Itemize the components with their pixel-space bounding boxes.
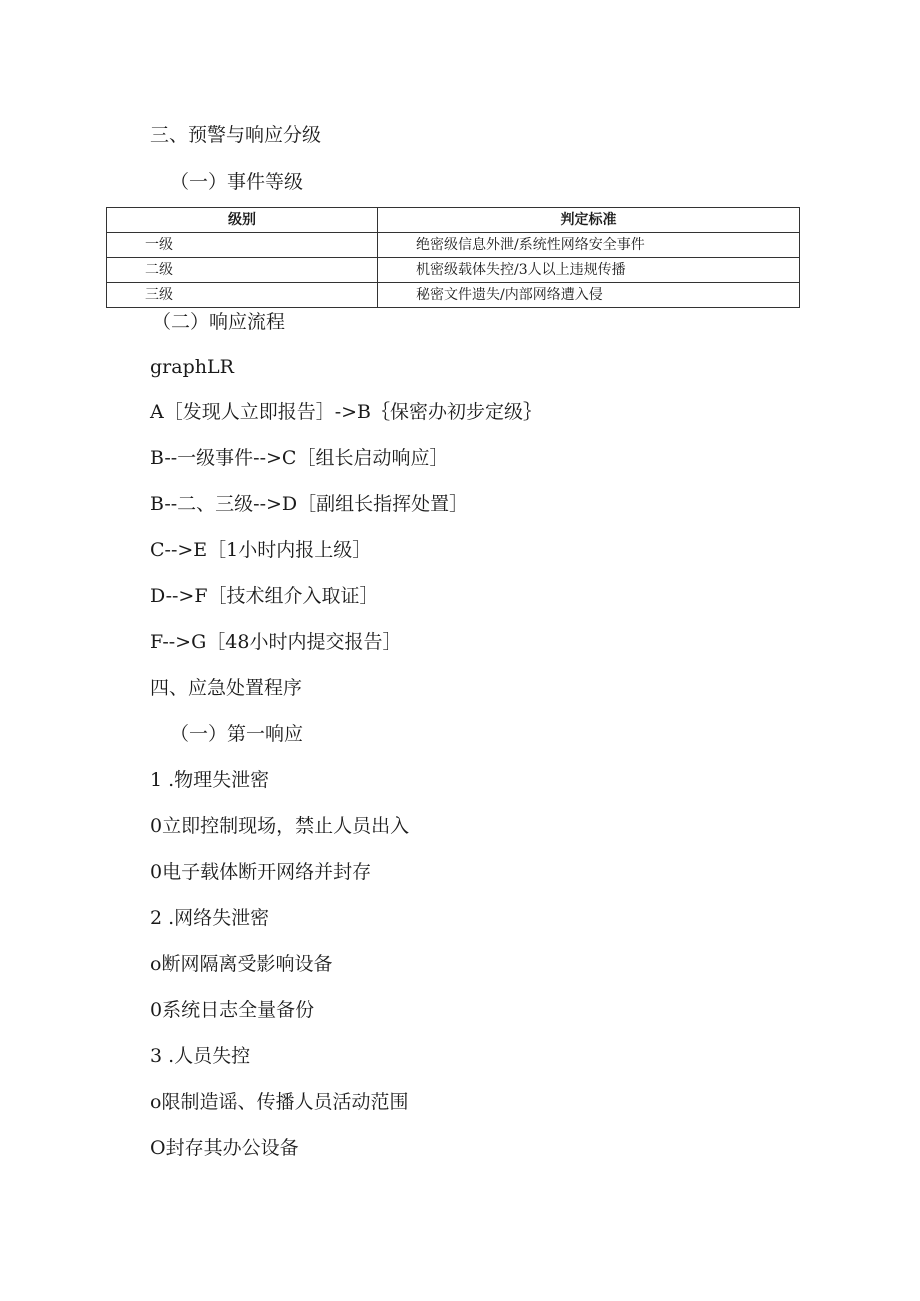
list-item: O封存其办公设备 bbox=[150, 1137, 299, 1159]
list-item: 2 .网络失泄密 bbox=[150, 907, 270, 929]
flow-line: B--一级事件-->C［组长启动响应］ bbox=[150, 447, 449, 469]
table-row bbox=[107, 233, 800, 258]
flow-line: D-->F［技术组介入取证］ bbox=[150, 585, 379, 607]
table-cell-criterion: 绝密级信息外泄/系统性网络安全事件 bbox=[378, 233, 800, 258]
list-item: 0系统日志全量备份 bbox=[150, 999, 315, 1021]
section-heading-emergency-procedure: 四、应急处置程序 bbox=[150, 677, 303, 699]
table-cell-level: 一级 bbox=[107, 233, 378, 258]
table-row bbox=[107, 258, 800, 283]
table-header-row bbox=[107, 208, 800, 233]
column-header-level: 级别 bbox=[107, 208, 378, 233]
flow-line: C-->E［1小时内报上级］ bbox=[150, 539, 372, 561]
event-grade-table bbox=[106, 207, 800, 308]
table-row bbox=[107, 283, 800, 308]
subheading-response-flow: （二）响应流程 bbox=[152, 311, 286, 333]
list-item: o断网隔离受影响设备 bbox=[150, 953, 333, 975]
list-item: 0电子载体断开网络并封存 bbox=[150, 861, 372, 883]
table-cell-level: 二级 bbox=[107, 258, 378, 283]
list-item: 0立即控制现场，禁止人员出入 bbox=[150, 815, 410, 837]
flow-line: A［发现人立即报告］->B｛保密办初步定级｝ bbox=[150, 401, 543, 423]
subheading-first-response: （一）第一响应 bbox=[170, 723, 304, 745]
column-header-criterion: 判定标准 bbox=[378, 208, 800, 233]
list-item: o限制造谣、传播人员活动范围 bbox=[150, 1091, 409, 1113]
flow-line: B--二、三级-->D［副组长指挥处置］ bbox=[150, 493, 469, 515]
table-cell-criterion: 秘密文件遗失/内部网络遭入侵 bbox=[378, 283, 800, 308]
section-heading-warning-response: 三、预警与响应分级 bbox=[150, 124, 322, 146]
subheading-event-grades: （一）事件等级 bbox=[170, 171, 304, 193]
list-item: 3 .人员失控 bbox=[150, 1045, 251, 1067]
table-cell-level: 三级 bbox=[107, 283, 378, 308]
list-item: 1 .物理失泄密 bbox=[150, 769, 270, 791]
flow-line: F-->G［48小时内提交报告］ bbox=[150, 631, 402, 653]
table-cell-criterion: 机密级载体失控/3人以上违规传播 bbox=[378, 258, 800, 283]
flow-line: graphLR bbox=[150, 356, 234, 378]
